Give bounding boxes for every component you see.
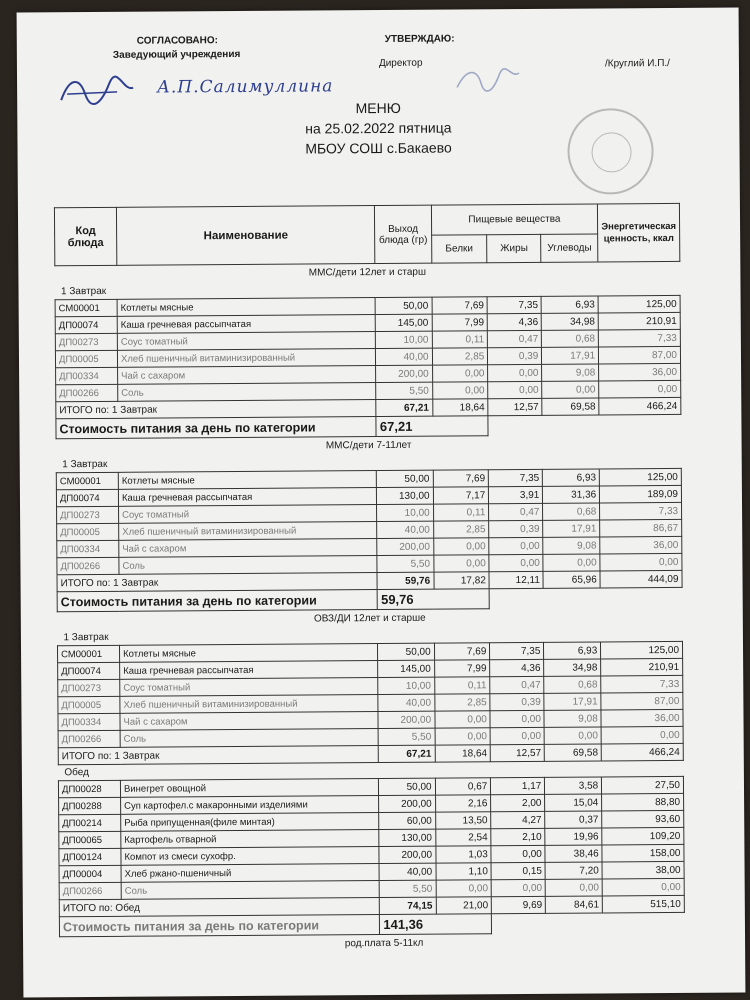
- dish-energy: 36,00: [601, 709, 683, 727]
- dish-name: Винегрет овощной: [120, 779, 378, 798]
- dish-energy: 0,00: [599, 380, 681, 398]
- total-carbs: 69,58: [545, 744, 602, 761]
- col-energy: Энергетическая ценность, ккал: [598, 203, 680, 262]
- col-nutrients: Пищевые вещества: [431, 204, 598, 235]
- dish-yield: 145,00: [376, 314, 432, 331]
- dish-carbs: 34,98: [544, 659, 601, 676]
- cost-label: Стоимость питания за день по категории: [57, 590, 378, 612]
- dish-yield: 5,50: [376, 382, 432, 399]
- dish-code: ДП00334: [57, 540, 119, 557]
- dish-energy: 210,91: [598, 312, 680, 330]
- dish-code: ДП00334: [58, 713, 120, 730]
- dish-protein: 7,99: [434, 660, 490, 677]
- dish-yield: 130,00: [377, 487, 433, 504]
- dish-name: Картофель отварной: [121, 830, 379, 849]
- dish-carbs: 17,91: [542, 347, 599, 364]
- dish-yield: 40,00: [378, 694, 434, 711]
- dish-carbs: 3,58: [545, 777, 602, 794]
- dish-code: СМ00001: [57, 645, 119, 662]
- cost-value: 67,21: [376, 416, 488, 437]
- col-protein: Белки: [431, 235, 487, 263]
- total-energy: 466,24: [599, 397, 681, 415]
- dish-fat: 0,00: [488, 364, 542, 381]
- dish-fat: 0,00: [490, 710, 544, 727]
- total-protein: 21,00: [436, 897, 492, 914]
- dish-protein: 2,54: [435, 829, 491, 846]
- footer-note: род.плата 5-11кл: [344, 937, 424, 950]
- dish-yield: 50,00: [377, 470, 433, 487]
- dish-energy: 86,67: [600, 519, 682, 537]
- menu-sheet: [17, 7, 746, 997]
- dish-name: Соус томатный: [120, 678, 378, 697]
- total-yield: 67,21: [376, 399, 432, 416]
- dish-name: Соль: [120, 729, 378, 748]
- dish-yield: 200,00: [379, 846, 435, 863]
- dish-code: ДП00074: [56, 489, 118, 506]
- dish-yield: 10,00: [376, 331, 432, 348]
- dish-carbs: 15,04: [545, 794, 602, 811]
- total-energy: 466,24: [601, 743, 683, 761]
- category-label: ММС/дети 7-11лет: [325, 440, 412, 452]
- category-label: ММС/дети 12лет и старш: [308, 266, 427, 279]
- cost-value: 141,36: [380, 914, 492, 935]
- dish-carbs: 9,08: [542, 364, 599, 381]
- dish-protein: 0,67: [435, 778, 491, 795]
- dish-protein: 0,00: [433, 538, 489, 555]
- dish-carbs: 9,08: [544, 710, 601, 727]
- dish-energy: 7,33: [599, 329, 681, 347]
- dish-yield: 145,00: [378, 660, 434, 677]
- dish-protein: 2,85: [433, 521, 489, 538]
- dish-protein: 0,00: [435, 711, 491, 728]
- dish-carbs: 0,68: [544, 676, 601, 693]
- col-yield: Выход блюда (гр): [375, 205, 432, 263]
- dish-fat: 7,35: [489, 469, 543, 486]
- dish-protein: 7,69: [432, 297, 488, 314]
- dish-name: Хлеб пшеничный витаминизированный: [117, 349, 375, 368]
- total-yield: 74,15: [380, 897, 436, 914]
- dish-name: Котлеты мясные: [117, 298, 375, 317]
- dish-name: Каша гречневая рассыпчатая: [117, 315, 375, 334]
- dish-carbs: 6,93: [541, 296, 598, 313]
- dish-fat: 0,00: [488, 381, 542, 398]
- col-fat: Жиры: [487, 234, 541, 262]
- dish-carbs: 17,91: [544, 693, 601, 710]
- dish-yield: 200,00: [376, 365, 432, 382]
- cost-blank: [492, 912, 685, 933]
- dish-energy: 87,00: [599, 346, 681, 364]
- col-code: Код блюда: [54, 207, 116, 265]
- dish-code: ДП00266: [56, 384, 118, 401]
- dish-yield: 40,00: [376, 348, 432, 365]
- dish-code: ДП00273: [55, 333, 117, 350]
- dish-energy: 27,50: [602, 776, 684, 794]
- dish-yield: 10,00: [377, 504, 433, 521]
- dish-name: Каша гречневая рассыпчатая: [118, 488, 376, 507]
- dish-yield: 40,00: [379, 863, 435, 880]
- dish-energy: 7,33: [601, 675, 683, 693]
- dish-protein: 0,00: [433, 555, 489, 572]
- approve-name: /Круглий И.П./: [604, 57, 670, 70]
- dish-name: Соль: [121, 881, 379, 900]
- dish-code: ДП00005: [58, 696, 120, 713]
- dish-energy: 88,80: [602, 793, 684, 811]
- dish-energy: 189,09: [600, 485, 682, 503]
- total-fat: 9,69: [492, 896, 546, 913]
- dish-carbs: 0,00: [543, 554, 600, 571]
- dish-fat: 0,00: [489, 554, 543, 571]
- dish-protein: 2,16: [435, 795, 491, 812]
- dish-carbs: 0,00: [546, 879, 603, 896]
- dish-protein: 7,17: [433, 487, 489, 504]
- dish-energy: 0,00: [600, 553, 682, 571]
- cost-label: Стоимость питания за день по категории: [59, 915, 380, 937]
- dish-energy: 38,00: [602, 861, 684, 879]
- cost-blank: [488, 414, 681, 435]
- dish-fat: 4,27: [491, 811, 545, 828]
- menu-date: на 25.02.2022 пятница: [305, 119, 452, 137]
- cost-blank: [489, 587, 682, 608]
- dish-protein: 7,69: [433, 470, 489, 487]
- dish-fat: 0,00: [491, 845, 545, 862]
- dish-fat: 1,17: [491, 777, 545, 794]
- dish-protein: 13,50: [435, 812, 491, 829]
- dish-yield: 50,00: [378, 643, 434, 660]
- dish-protein: 1,10: [436, 863, 492, 880]
- dish-carbs: 34,98: [542, 313, 599, 330]
- total-carbs: 84,61: [546, 896, 603, 913]
- dish-name: Соль: [119, 556, 377, 575]
- dish-carbs: 0,68: [543, 503, 600, 520]
- menu-title: МЕНЮ: [355, 99, 401, 117]
- agreed-role: Заведующий учреждения: [112, 48, 241, 61]
- dish-energy: 0,00: [602, 878, 684, 896]
- dish-carbs: 31,36: [543, 486, 600, 503]
- total-energy: 515,10: [602, 895, 684, 913]
- dish-name: Хлеб пшеничный витаминизированный: [119, 522, 377, 541]
- total-carbs: 65,96: [543, 571, 600, 588]
- dish-carbs: 6,93: [544, 642, 601, 659]
- cost-row: [59, 912, 684, 936]
- dish-energy: 87,00: [601, 692, 683, 710]
- dish-protein: 2,85: [432, 348, 488, 365]
- dish-name: Котлеты мясные: [120, 644, 378, 663]
- total-energy: 444,09: [600, 570, 682, 588]
- meal-label: 1 Завтрак: [60, 285, 107, 297]
- dish-name: Котлеты мясные: [118, 471, 376, 490]
- dish-code: ДП00005: [55, 350, 117, 367]
- dish-energy: 36,00: [599, 363, 681, 381]
- dish-code: ДП00074: [58, 662, 120, 679]
- meal-label: 1 Завтрак: [62, 458, 108, 470]
- dish-fat: 4,36: [488, 313, 542, 330]
- dish-carbs: 0,00: [542, 381, 599, 398]
- total-protein: 17,82: [434, 572, 490, 589]
- category-label: ОВЗ/ДИ 12лет и старше: [313, 612, 426, 625]
- total-label: ИТОГО по: 1 Завтрак: [58, 746, 379, 765]
- dish-protein: 7,69: [434, 643, 490, 660]
- col-carbs: Углеводы: [541, 234, 598, 262]
- dish-code: ДП00005: [57, 523, 119, 540]
- dish-protein: 0,00: [436, 880, 492, 897]
- total-carbs: 69,58: [542, 398, 599, 415]
- dish-carbs: 6,93: [543, 469, 600, 486]
- dish-energy: 125,00: [601, 641, 683, 659]
- dish-yield: 200,00: [379, 795, 435, 812]
- dish-protein: 0,11: [432, 331, 488, 348]
- dish-energy: 210,91: [601, 658, 683, 676]
- total-protein: 18,64: [435, 745, 491, 762]
- dish-yield: 50,00: [379, 778, 435, 795]
- director-signature: [453, 65, 523, 100]
- dish-name: Соус томатный: [117, 332, 375, 351]
- dish-code: ДП00273: [57, 506, 119, 523]
- dish-protein: 0,00: [432, 382, 488, 399]
- dish-name: Суп картофел.с макаронными изделиями: [121, 796, 379, 815]
- dish-fat: 2,00: [491, 794, 545, 811]
- dish-carbs: 0,00: [544, 727, 601, 744]
- dish-carbs: 19,96: [545, 828, 602, 845]
- dish-carbs: 17,91: [543, 520, 600, 537]
- dish-fat: 2,10: [491, 828, 545, 845]
- dish-code: ДП00028: [58, 780, 120, 797]
- total-label: ИТОГО по: Обед: [59, 898, 380, 917]
- dish-code: ДП00065: [59, 831, 121, 848]
- dish-fat: 0,39: [489, 520, 543, 537]
- dish-name: Хлеб ржано-пшеничный: [121, 864, 379, 883]
- dish-protein: 0,00: [432, 365, 488, 382]
- dish-protein: 2,85: [434, 694, 490, 711]
- dish-fat: 4,36: [490, 659, 544, 676]
- dish-name: Каша гречневая рассыпчатая: [120, 661, 378, 680]
- dish-fat: 7,35: [490, 642, 544, 659]
- dish-yield: 10,00: [378, 677, 434, 694]
- dish-fat: 0,39: [488, 347, 542, 364]
- dish-name: Рыба припущенная(филе минтая): [121, 813, 379, 832]
- dish-name: Соус томатный: [119, 505, 377, 524]
- dish-code: ДП00074: [55, 316, 117, 333]
- dish-carbs: 0,68: [542, 330, 599, 347]
- signature-scribble-icon: [453, 65, 523, 95]
- menu-table: [54, 203, 685, 937]
- dish-fat: 0,00: [491, 879, 545, 896]
- dish-energy: 36,00: [600, 536, 682, 554]
- dish-yield: 60,00: [379, 812, 435, 829]
- total-fat: 12,57: [491, 744, 545, 761]
- meal-label: Обед: [64, 767, 89, 779]
- dish-energy: 125,00: [598, 295, 680, 313]
- agreed-signature: А.П.Салимуллина: [157, 76, 334, 98]
- dish-energy: 158,00: [602, 844, 684, 862]
- dish-fat: 0,00: [490, 727, 544, 744]
- dish-name: Компот из смеси сухофр.: [121, 847, 379, 866]
- dish-protein: 7,99: [432, 314, 488, 331]
- dish-fat: 0,47: [488, 330, 542, 347]
- dish-yield: 200,00: [378, 711, 434, 728]
- dish-yield: 5,50: [378, 728, 434, 745]
- dish-yield: 5,50: [377, 555, 433, 572]
- dish-energy: 125,00: [600, 468, 682, 486]
- dish-name: Чай с сахаром: [118, 366, 376, 385]
- dish-code: ДП00266: [58, 730, 120, 747]
- dish-protein: 1,03: [436, 846, 492, 863]
- dish-code: СМ00001: [55, 299, 117, 316]
- meal-label: 1 Завтрак: [63, 631, 109, 643]
- dish-code: ДП00214: [59, 814, 121, 831]
- dish-yield: 40,00: [377, 521, 433, 538]
- dish-code: ДП00266: [59, 882, 121, 899]
- total-label: ИТОГО по: 1 Завтрак: [57, 573, 378, 592]
- dish-protein: 0,00: [435, 728, 491, 745]
- dish-fat: 7,35: [487, 296, 541, 313]
- dish-yield: 200,00: [377, 538, 433, 555]
- dish-yield: 5,50: [380, 880, 436, 897]
- dish-energy: 109,20: [602, 827, 684, 845]
- dish-code: ДП00288: [59, 797, 121, 814]
- dish-yield: 130,00: [379, 829, 435, 846]
- dish-energy: 7,33: [600, 502, 682, 520]
- dish-fat: 0,47: [490, 676, 544, 693]
- dish-name: Соль: [118, 383, 376, 402]
- total-fat: 12,57: [488, 398, 542, 415]
- dish-protein: 0,11: [433, 504, 489, 521]
- dish-carbs: 0,37: [545, 811, 602, 828]
- approve-role: Директор: [378, 57, 423, 70]
- dish-code: ДП00266: [57, 557, 119, 574]
- dish-code: ДП00334: [56, 367, 118, 384]
- agreed-label: СОГЛАСОВАНО:: [136, 35, 218, 47]
- col-name: Наименование: [116, 206, 375, 266]
- dish-yield: 50,00: [375, 297, 431, 314]
- menu-body: [55, 261, 685, 936]
- dish-code: ДП00273: [58, 679, 120, 696]
- dish-name: Чай с сахаром: [120, 712, 378, 731]
- dish-code: СМ00001: [56, 472, 118, 489]
- approve-label: УТВЕРЖДАЮ:: [384, 33, 455, 45]
- dish-energy: 0,00: [601, 726, 683, 744]
- dish-name: Хлеб пшеничный витаминизированный: [120, 695, 378, 714]
- cost-label: Стоимость питания за день по категории: [56, 417, 377, 439]
- cost-value: 59,76: [377, 589, 489, 610]
- dish-fat: 0,00: [489, 537, 543, 554]
- school-name: МБОУ СОШ с.Бакаево: [305, 139, 452, 157]
- dish-code: ДП00004: [59, 865, 121, 882]
- total-yield: 59,76: [377, 572, 433, 589]
- total-label: ИТОГО по: 1 Завтрак: [56, 400, 377, 419]
- dish-name: Чай с сахаром: [119, 539, 377, 558]
- dish-fat: 0,39: [490, 693, 544, 710]
- dish-fat: 0,15: [491, 862, 545, 879]
- total-protein: 18,64: [432, 399, 488, 416]
- dish-carbs: 9,08: [543, 537, 600, 554]
- dish-carbs: 7,20: [545, 862, 602, 879]
- dish-carbs: 38,46: [545, 845, 602, 862]
- dish-fat: 3,91: [489, 486, 543, 503]
- dish-fat: 0,47: [489, 503, 543, 520]
- dish-protein: 0,11: [434, 677, 490, 694]
- total-fat: 12,11: [489, 571, 543, 588]
- dish-energy: 93,60: [602, 810, 684, 828]
- total-yield: 67,21: [379, 745, 435, 762]
- dish-code: ДП00124: [59, 848, 121, 865]
